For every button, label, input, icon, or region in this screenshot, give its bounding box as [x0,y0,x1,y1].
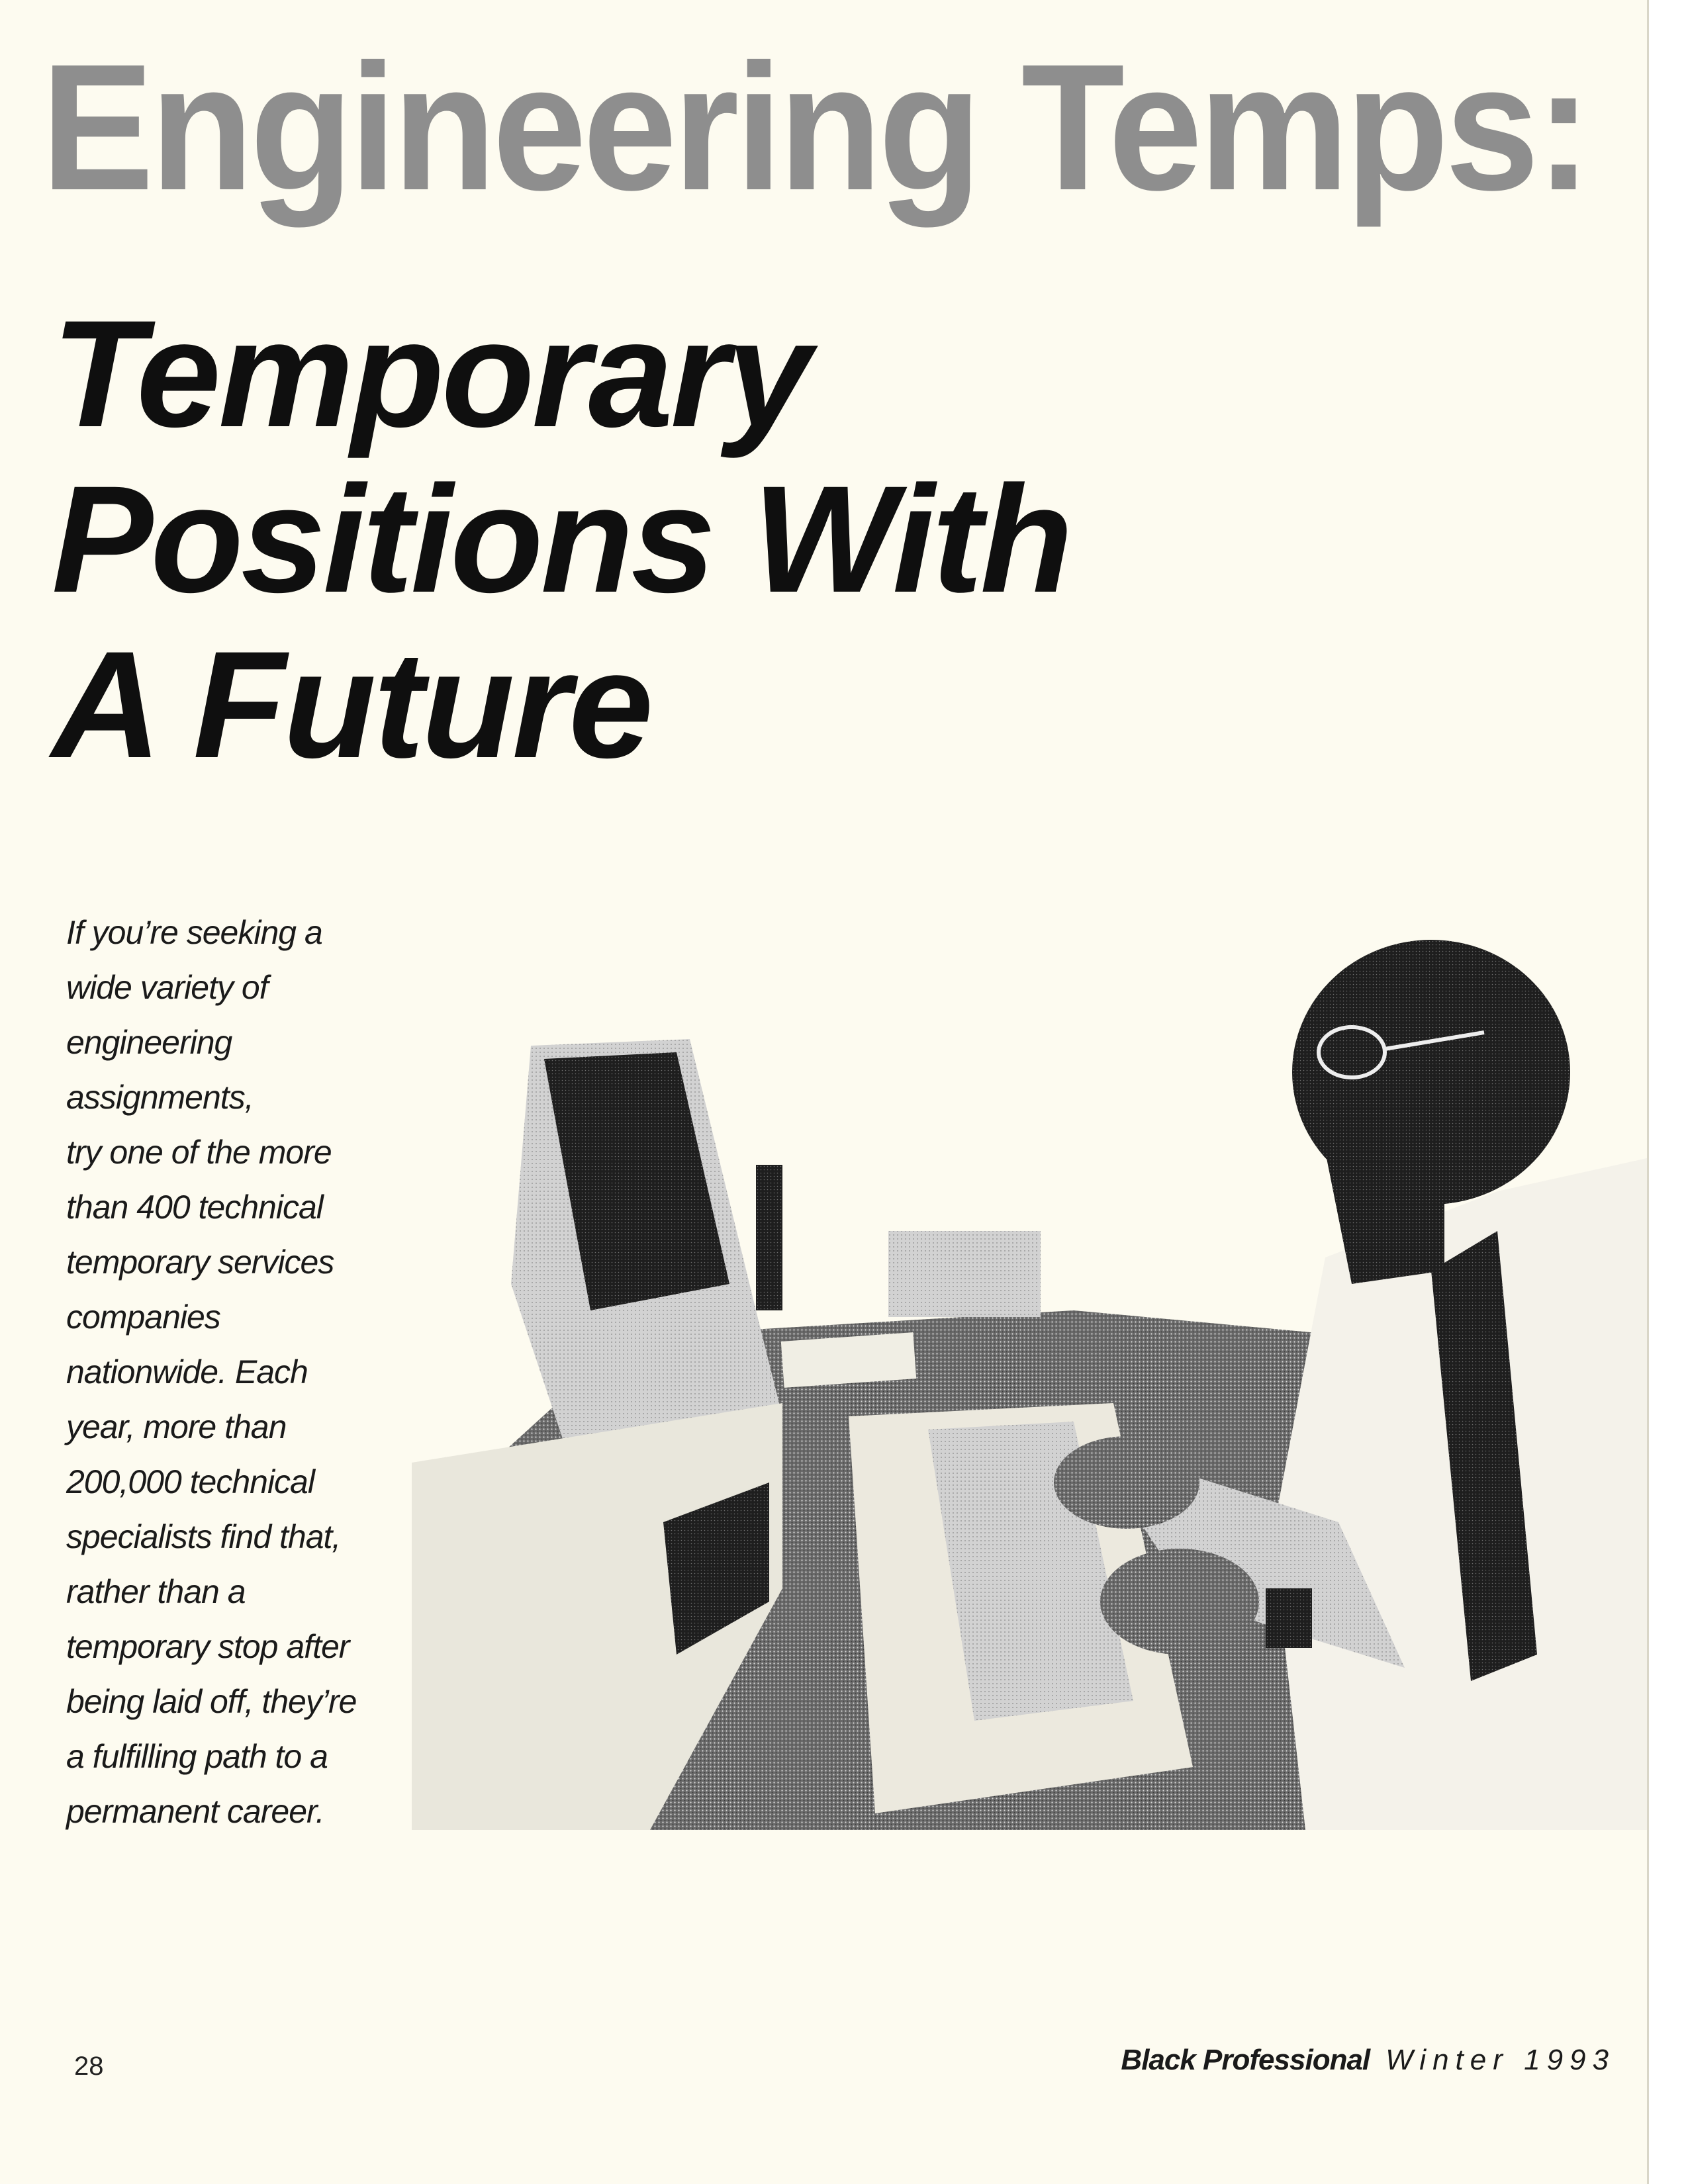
page-number: 28 [74,2052,104,2081]
deck-line: wide variety of [66,969,268,1006]
deck-line: year, more than [66,1408,287,1445]
engineer-at-computer-photo [412,940,1647,1830]
deck-line: being laid off, they’re [66,1683,357,1720]
headline-line-1: Temporary [52,289,810,459]
page-edge [1647,0,1688,2184]
running-footer [1121,2044,1615,2077]
headline [52,291,1442,788]
deck-line: If you’re seeking a [66,914,322,951]
deck-line: 200,000 technical [66,1463,314,1500]
deck-line: nationwide. Each [66,1353,308,1390]
magazine-name: Black Professional [1121,2044,1370,2076]
deck-line: specialists find that, [66,1518,341,1555]
deck-line: than 400 technical [66,1189,323,1226]
issue-date: Winter 1993 [1385,2044,1615,2076]
deck-line: temporary services [66,1244,334,1281]
deck-line: temporary stop after [66,1628,350,1665]
headline-line-3: A Future [52,619,651,790]
intro-deck [66,905,410,1839]
deck-line: engineering [66,1024,232,1061]
deck-line: companies [66,1298,220,1336]
deck-line: try one of the more [66,1134,332,1171]
headline-line-2: Positions With [52,454,1071,624]
deck-line: rather than a [66,1573,246,1610]
deck-line: a fulfilling path to a [66,1738,328,1775]
kicker-title: Engineering Temps: [41,26,1589,228]
deck-line: assignments, [66,1079,254,1116]
deck-line: permanent career. [66,1793,324,1830]
